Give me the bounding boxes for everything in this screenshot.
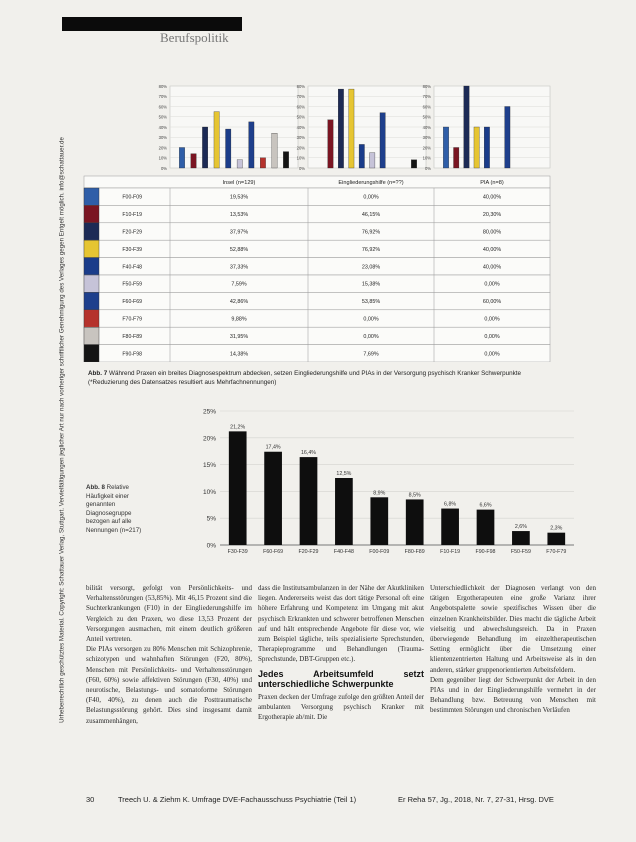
x-tick-label: F80-F89	[404, 549, 425, 555]
bar	[359, 144, 364, 168]
figure-8-bar-chart	[192, 405, 578, 565]
bar	[260, 158, 265, 168]
y-tick-label: 30%	[422, 135, 431, 141]
x-tick-label: F60-F69	[263, 549, 284, 555]
y-tick-label: 70%	[158, 94, 167, 100]
table-row	[84, 292, 550, 309]
table-cell-value: 0,00%	[484, 351, 500, 358]
data-label: 8,5%	[408, 492, 421, 499]
table-cell-value: 15,38%	[361, 281, 381, 288]
y-tick-label: 0%	[160, 165, 167, 171]
bar	[370, 153, 375, 168]
y-tick-label: 20%	[296, 145, 305, 151]
data-label: 2,6%	[514, 524, 527, 531]
y-tick-label: 50%	[422, 114, 431, 120]
bar	[505, 107, 510, 169]
table-cell-value: 0,00%	[484, 281, 500, 288]
y-tick-label: 20%	[202, 435, 216, 443]
table-header-label: Eingliederungshilfe (n=??)	[338, 180, 404, 186]
table-row	[84, 188, 550, 205]
figure-7-chart-table	[82, 80, 562, 362]
y-tick-label: 0%	[206, 542, 216, 550]
data-label: 2,3%	[550, 525, 563, 532]
table-row	[84, 345, 550, 362]
text-column-2	[258, 583, 424, 722]
table-cell-value: 0,00%	[363, 333, 379, 340]
table-cell-value: 40,00%	[482, 194, 502, 201]
bar	[272, 133, 277, 168]
x-tick-label: F30-F39	[227, 549, 248, 555]
table-cell-value: 53,85%	[361, 299, 381, 306]
table-cell-value: 0,00%	[484, 316, 500, 323]
legend-swatch	[84, 258, 99, 275]
diagnosis-code: F30-F39	[122, 246, 142, 253]
header-black-bar	[62, 17, 242, 31]
legend-swatch	[84, 205, 99, 222]
diagnosis-code: F00-F09	[122, 194, 142, 201]
bar	[547, 533, 565, 545]
bar	[512, 531, 530, 545]
bar	[464, 86, 469, 168]
bar	[370, 497, 388, 545]
y-tick-label: 15%	[202, 462, 216, 470]
table-cell-value: 37,33%	[229, 264, 249, 271]
figure-8-caption-label: Abb. 8	[86, 484, 105, 491]
diagnosis-code: F80-F89	[122, 333, 142, 340]
table-row	[84, 223, 550, 240]
y-tick-label: 20%	[158, 145, 167, 151]
y-tick-label: 30%	[158, 135, 167, 141]
figure-7-caption-text: Während Praxen ein breites Diagnosespektrum abdecken, setzen Eingliederungshilfe und PIAs in der Versorgung psychisch Kranker Schwerpunkte (*Reduzierung des Datensatzes resultiert aus Mehrfachnennungen)	[88, 370, 521, 386]
paragraph: Die PIAs versorgen zu 80% Menschen mit Schizophrenie, schizotypen und wahnhaften Störungen (F20, 80%), Menschen mit Persönlichkeits- und Verhaltensstörungen (F60, 60%) sowie affektiven Störungen (F30, 40%) und neurotische, Belastungs- und somatoforme Störungen (F40, 40%), zu denen auch die Posttraumatische Belastungsstörung gehört. Dies sind insgesamt damit zusammenhängen,	[86, 645, 252, 725]
y-tick-label: 30%	[296, 135, 305, 141]
table-cell-value: 76,92%	[361, 229, 381, 236]
legend-swatch	[84, 310, 99, 327]
table-row	[84, 275, 550, 292]
y-tick-label: 50%	[158, 114, 167, 120]
figure-8-caption	[86, 484, 154, 535]
bar	[249, 122, 254, 168]
y-tick-label: 60%	[296, 104, 305, 110]
text-column-3	[430, 583, 596, 716]
y-tick-label: 40%	[158, 124, 167, 130]
table-row	[84, 327, 550, 344]
y-tick-label: 0%	[424, 165, 431, 171]
y-tick-label: 70%	[296, 94, 305, 100]
paragraph: Praxen decken der Umfrage zufolge den größten Anteil der ambulanten Versorgung psychisch Kranker mit Ergotherapie ab/mit. Die	[258, 692, 424, 722]
figure-7-caption-label: Abb. 7	[88, 370, 108, 377]
copyright-notice: Urheberrechtlich geschütztes Material. Copyright: Schattauer Verlag, Stuttgart. Vervielfältigungen jeglicher Art nur nach vorheriger schriftlicher Genehmigung des Verlages gegen Entgelt möglich. info@schattauer.de	[58, 137, 66, 723]
x-tick-label: F50-F59	[510, 549, 531, 555]
y-tick-label: 10%	[422, 155, 431, 161]
table-cell-value: 31,95%	[229, 333, 249, 340]
table-cell-value: 37,97%	[229, 229, 249, 236]
table-cell-value: 60,00%	[482, 299, 502, 306]
table-cell-value: 76,92%	[361, 246, 381, 253]
bar	[411, 160, 416, 168]
y-tick-label: 70%	[422, 94, 431, 100]
table-header-label: PIA (n=8)	[480, 180, 504, 186]
data-label: 8,9%	[373, 490, 386, 497]
table-cell-value: 40,00%	[482, 246, 502, 253]
bar	[477, 510, 495, 545]
legend-swatch	[84, 188, 99, 205]
y-tick-label: 40%	[422, 124, 431, 130]
paragraph: dass die Institutsambulanzen in der Nähe der Akutkliniken liegen. Andererseits weist das dort tätige Personal oft eine höhere Erfahrung und Kompetenz im Umgang mit akut psychisch Erkrankten und schwerer betroffenen Menschen auf und hält entsprechende Angebote für diese vor, wie zum Beispiel tägliche, teils spezialisierte Sprechstunden, Therapieprogramme und Behandlungen (Trauma-Sprechstunde, DBT-Gruppen etc.).	[258, 584, 424, 664]
bar	[226, 129, 231, 168]
legend-swatch	[84, 223, 99, 240]
legend-swatch	[84, 327, 99, 344]
bar	[191, 154, 196, 168]
table-cell-value: 42,86%	[229, 299, 249, 306]
copyright-sidebar	[56, 60, 68, 800]
x-tick-label: F90-F98	[475, 549, 496, 555]
bar	[454, 148, 459, 169]
figure-8-caption-text: Relative Häufigkeit einer genannten Diagnosegruppe bezogen auf alle Nennungen (n=217)	[86, 484, 142, 534]
table-cell-value: 13,53%	[229, 212, 249, 219]
bar	[237, 160, 242, 168]
mini-chart-0	[159, 84, 298, 171]
mini-chart-2	[423, 84, 550, 171]
bar	[349, 89, 354, 168]
y-tick-label: 80%	[422, 83, 431, 89]
legend-swatch	[84, 345, 99, 362]
y-tick-label: 40%	[296, 124, 305, 130]
table-cell-value: 19,53%	[229, 194, 249, 201]
table-row	[84, 258, 550, 275]
bar	[484, 127, 489, 168]
y-tick-label: 10%	[158, 155, 167, 161]
y-tick-label: 0%	[298, 165, 305, 171]
table-cell-value: 80,00%	[482, 229, 502, 236]
bar	[300, 457, 318, 545]
table-cell-value: 0,00%	[363, 316, 379, 323]
data-label: 6,8%	[444, 501, 457, 508]
diagnosis-code: F50-F59	[122, 281, 142, 288]
y-tick-label: 80%	[158, 83, 167, 89]
bar	[214, 112, 219, 168]
page-number: 30	[86, 795, 95, 804]
table-cell-value: 9,88%	[231, 316, 247, 323]
bar	[264, 452, 282, 545]
data-label: 21,2%	[230, 424, 246, 431]
bar	[202, 127, 207, 168]
table-cell-value: 7,69%	[363, 351, 379, 358]
section-title: Berufspolitik	[160, 30, 229, 45]
y-tick-label: 10%	[296, 155, 305, 161]
footer-journal: Er Reha 57, Jg., 2018, Nr. 7, 27-31, Hrsg. DVE	[398, 795, 554, 804]
legend-swatch	[84, 275, 99, 292]
paragraph: bilität versorgt, gefolgt von Persönlichkeits- und Verhaltensstörungen (53,85%). Mit 46,15 Prozent sind die Suchterkrankungen (F10) in der Eingliederungshilfe im Vergleich zu den Praxen, wo diese 13,53 Prozent der Versorgungen ausmachen, mit einem deutlich größeren Anteil vertreten.	[86, 584, 252, 644]
y-tick-label: 25%	[202, 408, 216, 416]
bar	[229, 431, 247, 545]
diagnosis-code: F20-F29	[122, 229, 142, 236]
table-cell-value: 46,15%	[361, 212, 381, 219]
bar	[338, 89, 343, 168]
footer-authors: Treech U. & Ziehm K. Umfrage DVE-Fachausschuss Psychiatrie (Teil 1)	[118, 795, 357, 804]
y-tick-label: 80%	[296, 83, 305, 89]
section-heading: Jedes Arbeitsumfeld setzt unterschiedliche Schwerpunkte	[258, 668, 424, 690]
bar	[328, 120, 333, 168]
data-label: 12,5%	[336, 471, 352, 477]
bar	[335, 478, 353, 545]
bar	[179, 148, 184, 169]
table-cell-value: 0,00%	[484, 333, 500, 340]
paragraph: Dem gegenüber liegt der Schwerpunkt der Arbeit in den PIAs und in der Eingliederungshilfe vermehrt in der Behandlung bzw. Betreuung von Menschen mit bestimmten Störungen und chronischen Verläufen	[430, 675, 596, 715]
y-tick-label: 60%	[158, 104, 167, 110]
x-tick-label: F70-F79	[546, 549, 567, 555]
text-column-1	[86, 583, 252, 726]
y-tick-label: 50%	[296, 114, 305, 120]
legend-swatch	[84, 240, 99, 257]
x-tick-label: F00-F09	[369, 549, 390, 555]
bar	[441, 509, 459, 545]
x-tick-label: F20-F29	[298, 549, 319, 555]
data-label: 17,4%	[265, 444, 281, 451]
y-tick-label: 10%	[202, 488, 216, 496]
bar	[406, 499, 424, 545]
bar	[283, 152, 288, 168]
y-tick-label: 5%	[206, 515, 216, 523]
table-cell-value: 40,00%	[482, 264, 502, 271]
data-label: 16,4%	[300, 450, 317, 457]
table-row	[84, 240, 550, 257]
x-tick-label: F40-F48	[333, 549, 354, 555]
table-row	[84, 205, 550, 222]
data-label: 6,6%	[479, 502, 492, 509]
bar	[474, 127, 479, 168]
figure-7-caption	[88, 369, 558, 387]
diagnosis-code: F70-F79	[122, 316, 142, 323]
table-cell-value: 0,00%	[363, 194, 379, 201]
bar	[380, 113, 385, 168]
table-cell-value: 23,08%	[361, 264, 381, 271]
diagnosis-code: F60-F69	[122, 299, 142, 306]
x-tick-label: F10-F19	[440, 549, 461, 555]
diagnosis-code: F10-F19	[122, 212, 142, 219]
table-cell-value: 7,59%	[231, 281, 247, 288]
bar	[443, 127, 448, 168]
table-cell-value: 14,38%	[229, 351, 249, 358]
legend-swatch	[84, 292, 99, 309]
table-cell-value: 52,88%	[229, 246, 249, 253]
paragraph: Unterschiedlichkeit der Diagnosen verlangt von den tätigen Ergotherapeuten eine große Varianz ihrer Angebotspalette sowie spezifisches Wissen über die einzelnen Krankheitsbilder. Dies macht die tägliche Arbeit vielseitig und abwechslungsreich. Da in Praxen überwiegende Behandlung im einzeltherapeutischen Setting ermöglicht über die Umsetzung einer klientenzentrierten Haltung und Arbeitsweise als in den anderen, stärker gruppenorientierten Arbeitsfeldern.	[430, 584, 596, 674]
table-header-label: Insel (n=129)	[222, 180, 256, 186]
table-cell-value: 20,30%	[482, 212, 502, 219]
y-tick-label: 60%	[422, 104, 431, 110]
y-tick-label: 20%	[422, 145, 431, 151]
table-row	[84, 310, 550, 327]
diagnosis-code: F90-F98	[122, 351, 142, 358]
diagnosis-code: F40-F48	[122, 264, 142, 271]
mini-chart-1	[297, 84, 426, 171]
